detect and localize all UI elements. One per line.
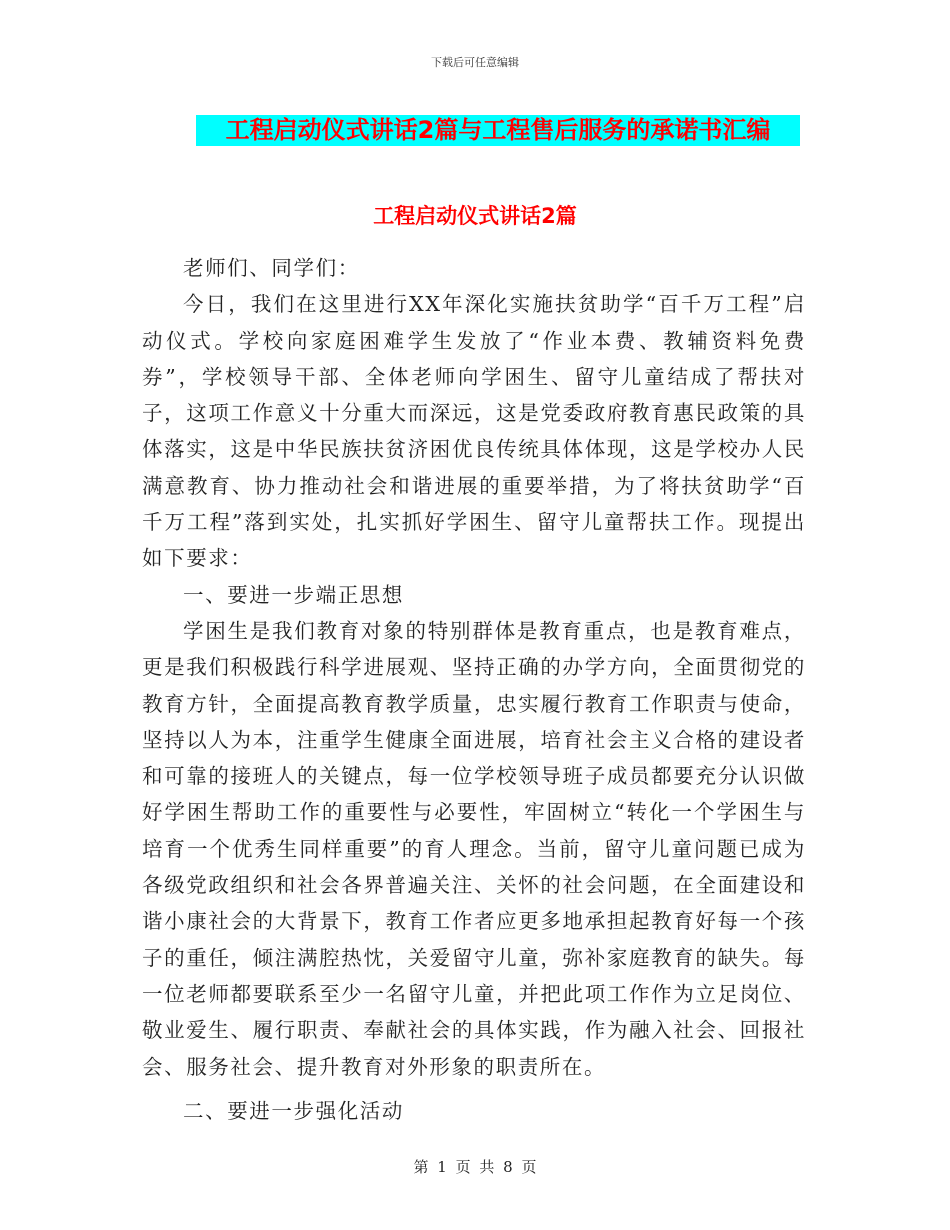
document-body <box>142 250 806 1129</box>
body-paragraph: 学困生是我们教育对象的特别群体是教育重点，也是教育难点，更是我们积极践行科学进展观、坚持正确的办学方向，全面贯彻党的教育方针，全面提高教育教学质量，忠实履行教育工作职责与使命，坚持以人为本，注重学生健康全面进展，培育社会主义合格的建设者和可靠的接班人的关键点，每一位学校领导班子成员都要充分认识做好学困生帮助工作的重要性与必要性，牢固树立“转化一个学困生与培育一个优秀生同样重要”的育人理念。当前，留守儿童问题已成为各级党政组织和社会各界普遍关注、关怀的社会问题，在全面建设和谐小康社会的大背景下，教育工作者应更多地承担起教育好每一个孩子的重任，倾注满腔热忱，关爱留守儿童，弥补家庭教育的缺失。每一位老师都要联系至少一名留守儿童，并把此项工作作为立足岗位、敬业爱生、履行职责、奉献社会的具体实践，作为融入社会、回报社会、服务社会、提升教育对外形象的职责所在。 <box>142 618 806 1079</box>
document-title: 工程启动仪式讲话2篇与工程售后服务的承诺书汇编 <box>196 115 800 146</box>
page-footer: 第 1 页 共 8 页 <box>413 1158 537 1176</box>
body-paragraph: 今日，我们在这里进行XX年深化实施扶贫助学“百千万工程”启动仪式。学校向家庭困难学生发放了“作业本费、教辅资料免费券”，学校领导干部、全体老师向学困生、留守儿童结成了帮扶对子，这项工作意义十分重大而深远，这是党委政府教育惠民政策的具体落实，这是中华民族扶贫济困优良传统具体体现，这是学校办人民满意教育、协力推动社会和谐进展的重要举措，为了将扶贫助学“百千万工程”落到实处，扎实抓好学困生、留守儿童帮扶工作。现提出如下要求： <box>142 292 806 571</box>
section-heading: 二、要进一步强化活动 <box>183 1098 404 1123</box>
section-title: 工程启动仪式讲话2篇 <box>373 204 577 228</box>
salutation-paragraph: 老师们、同学们： <box>183 256 360 280</box>
header-note: 下载后可任意编辑 <box>431 56 519 69</box>
section-heading: 一、要进一步端正思想 <box>183 582 404 607</box>
